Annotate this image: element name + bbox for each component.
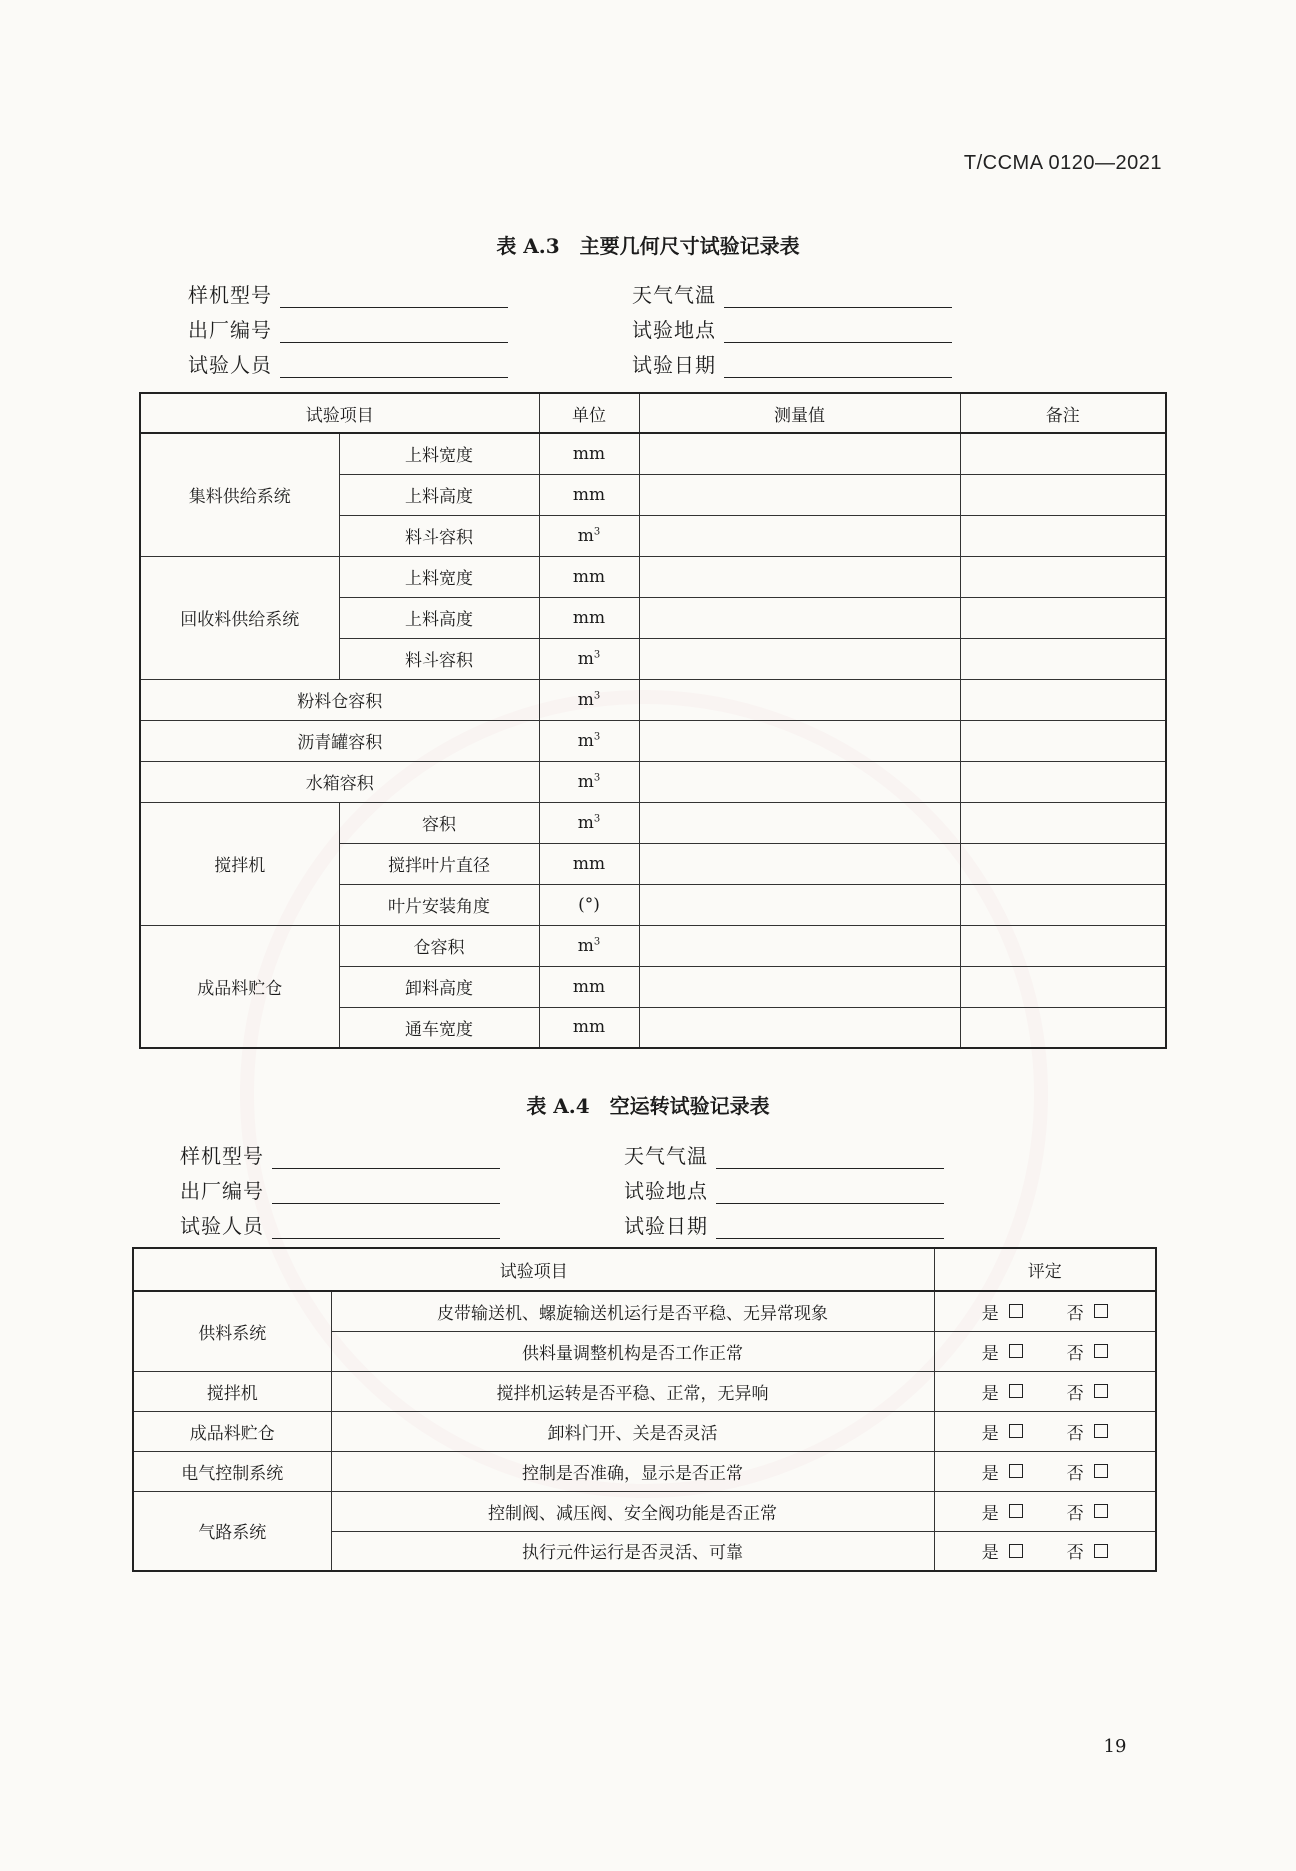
header-eval: 评定 [934, 1248, 1156, 1291]
remark-cell[interactable] [960, 679, 1166, 720]
yes-label: 是 [981, 1543, 999, 1564]
date-field[interactable] [724, 355, 952, 378]
value-cell[interactable] [639, 679, 960, 720]
remark-cell[interactable] [960, 925, 1166, 966]
no-label: 否 [1066, 1423, 1084, 1444]
value-cell[interactable] [639, 1007, 960, 1048]
no-label: 否 [1066, 1543, 1084, 1564]
yes-label: 是 [981, 1423, 999, 1444]
item-name: 容积 [339, 802, 539, 843]
group-name: 供料系统 [133, 1291, 331, 1371]
no-checkbox[interactable] [1094, 1304, 1108, 1318]
header-unit: 单位 [539, 393, 639, 433]
unit-cell: mm [539, 1007, 639, 1048]
item-name: 叶片安装角度 [339, 884, 539, 925]
value-cell[interactable] [639, 556, 960, 597]
serial-label: 出厂编号 [180, 1179, 264, 1203]
remark-cell[interactable] [960, 966, 1166, 1007]
item-name: 搅拌叶片直径 [339, 843, 539, 884]
group-name: 成品料贮仓 [133, 1411, 331, 1451]
unit-cell: mm [539, 966, 639, 1007]
model-label: 样机型号 [180, 1144, 264, 1168]
no-label: 否 [1066, 1383, 1084, 1404]
header-item: 试验项目 [140, 393, 539, 433]
table-a4 [132, 1247, 1157, 1572]
remark-cell[interactable] [960, 761, 1166, 802]
table-a4-name: 空运转试验记录表 [609, 1094, 770, 1118]
group-name: 气路系统 [133, 1491, 331, 1571]
unit-cell [539, 925, 639, 966]
unit-base: m [577, 730, 594, 751]
page-number: 19 [1103, 1736, 1127, 1757]
eval-cell [934, 1331, 1156, 1371]
item-name: 上料高度 [339, 474, 539, 515]
model-field[interactable] [280, 285, 508, 308]
yes-label: 是 [981, 1343, 999, 1364]
unit-base: m [577, 771, 594, 792]
unit-base: m [577, 689, 594, 710]
item-name: 水箱容积 [140, 761, 539, 802]
remark-cell[interactable] [960, 433, 1166, 474]
value-cell[interactable] [639, 925, 960, 966]
table-a4-meta [180, 1137, 944, 1242]
location-field[interactable] [716, 1181, 944, 1204]
item-name: 控制阀、减压阀、安全阀功能是否正常 [331, 1491, 934, 1531]
remark-cell[interactable] [960, 884, 1166, 925]
date-field[interactable] [716, 1216, 944, 1239]
date-label: 试验日期 [632, 353, 716, 377]
unit-cell: mm [539, 556, 639, 597]
unit-sup: 3 [593, 525, 601, 537]
unit-base: m [577, 525, 594, 546]
value-cell[interactable] [639, 638, 960, 679]
item-name: 控制是否准确，显示是否正常 [331, 1451, 934, 1491]
remark-cell[interactable] [960, 474, 1166, 515]
remark-cell[interactable] [960, 556, 1166, 597]
value-cell[interactable] [639, 802, 960, 843]
item-name: 皮带输送机、螺旋输送机运行是否平稳、无异常现象 [331, 1291, 934, 1331]
table-row [133, 1411, 1156, 1451]
yes-label: 是 [981, 1383, 999, 1404]
eval-cell [934, 1371, 1156, 1411]
table-a4-number: 表 A.4 [526, 1094, 590, 1118]
value-cell[interactable] [639, 597, 960, 638]
no-checkbox[interactable] [1094, 1344, 1108, 1358]
no-label: 否 [1066, 1343, 1084, 1364]
unit-cell [539, 679, 639, 720]
header-item: 试验项目 [133, 1248, 934, 1291]
table-row [140, 556, 1166, 597]
yes-label: 是 [981, 1463, 999, 1484]
value-cell[interactable] [639, 843, 960, 884]
remark-cell[interactable] [960, 638, 1166, 679]
table-row [140, 925, 1166, 966]
table-row [140, 679, 1166, 720]
serial-label: 出厂编号 [188, 318, 272, 342]
unit-cell: (°) [539, 884, 639, 925]
remark-cell[interactable] [960, 843, 1166, 884]
unit-base: m [577, 812, 594, 833]
value-cell[interactable] [639, 433, 960, 474]
yes-checkbox[interactable] [1009, 1424, 1023, 1438]
item-name: 上料宽度 [339, 433, 539, 474]
weather-field[interactable] [724, 285, 952, 308]
no-checkbox[interactable] [1094, 1544, 1108, 1558]
item-name: 上料宽度 [339, 556, 539, 597]
eval-cell [934, 1531, 1156, 1571]
item-name: 粉料仓容积 [140, 679, 539, 720]
value-cell[interactable] [639, 515, 960, 556]
value-cell[interactable] [639, 720, 960, 761]
unit-sup: 3 [593, 689, 601, 701]
group-name: 回收料供给系统 [140, 556, 339, 679]
header-value: 测量值 [639, 393, 960, 433]
eval-cell [934, 1491, 1156, 1531]
no-label: 否 [1066, 1463, 1084, 1484]
table-a4-title [0, 1090, 1296, 1119]
item-name: 沥青罐容积 [140, 720, 539, 761]
group-name: 集料供给系统 [140, 433, 339, 556]
location-label: 试验地点 [624, 1179, 708, 1203]
item-name: 卸料门开、关是否灵活 [331, 1411, 934, 1451]
value-cell[interactable] [639, 474, 960, 515]
unit-sup: 3 [593, 730, 601, 742]
no-checkbox[interactable] [1094, 1384, 1108, 1398]
table-a3-title [0, 230, 1296, 259]
item-name: 供料量调整机构是否工作正常 [331, 1331, 934, 1371]
unit-cell: mm [539, 433, 639, 474]
tester-label: 试验人员 [180, 1214, 264, 1238]
table-row [140, 761, 1166, 802]
unit-sup: 3 [593, 935, 601, 947]
weather-label: 天气气温 [632, 283, 716, 307]
group-name: 搅拌机 [133, 1371, 331, 1411]
item-name: 仓容积 [339, 925, 539, 966]
eval-cell [934, 1411, 1156, 1451]
item-name: 料斗容积 [339, 638, 539, 679]
unit-cell [539, 515, 639, 556]
yes-checkbox[interactable] [1009, 1344, 1023, 1358]
serial-field[interactable] [272, 1181, 500, 1204]
location-label: 试验地点 [632, 318, 716, 342]
table-a3-name: 主要几何尺寸试验记录表 [579, 234, 800, 258]
unit-base: m [577, 935, 594, 956]
group-name: 搅拌机 [140, 802, 339, 925]
date-label: 试验日期 [624, 1214, 708, 1238]
table-row [133, 1491, 1156, 1531]
remark-cell[interactable] [960, 1007, 1166, 1048]
remark-cell[interactable] [960, 802, 1166, 843]
table-a3-meta [188, 276, 952, 381]
remark-cell[interactable] [960, 515, 1166, 556]
unit-cell: mm [539, 474, 639, 515]
unit-sup: 3 [593, 648, 601, 660]
item-name: 搅拌机运转是否平稳、正常，无异响 [331, 1371, 934, 1411]
no-checkbox[interactable] [1094, 1504, 1108, 1518]
group-name: 成品料贮仓 [140, 925, 339, 1048]
no-label: 否 [1066, 1303, 1084, 1324]
location-field[interactable] [724, 320, 952, 343]
no-checkbox[interactable] [1094, 1464, 1108, 1478]
table-row [133, 1291, 1156, 1331]
remark-cell[interactable] [960, 720, 1166, 761]
weather-label: 天气气温 [624, 1144, 708, 1168]
value-cell[interactable] [639, 966, 960, 1007]
table-row [133, 1451, 1156, 1491]
table-a3-number: 表 A.3 [496, 234, 560, 258]
standard-code: T/CCMA 0120—2021 [963, 152, 1162, 174]
eval-cell [934, 1291, 1156, 1331]
table-row [133, 1371, 1156, 1411]
yes-checkbox[interactable] [1009, 1464, 1023, 1478]
no-label: 否 [1066, 1503, 1084, 1524]
tester-field[interactable] [280, 355, 508, 378]
item-name: 料斗容积 [339, 515, 539, 556]
tester-field[interactable] [272, 1216, 500, 1239]
unit-sup: 3 [593, 771, 601, 783]
yes-checkbox[interactable] [1009, 1384, 1023, 1398]
table-row [140, 720, 1166, 761]
table-row [140, 433, 1166, 474]
model-label: 样机型号 [188, 283, 272, 307]
unit-cell [539, 761, 639, 802]
value-cell[interactable] [639, 884, 960, 925]
unit-base: m [577, 648, 594, 669]
unit-cell [539, 638, 639, 679]
weather-field[interactable] [716, 1146, 944, 1169]
item-name: 卸料高度 [339, 966, 539, 1007]
yes-label: 是 [981, 1503, 999, 1524]
serial-field[interactable] [280, 320, 508, 343]
item-name: 上料高度 [339, 597, 539, 638]
yes-checkbox[interactable] [1009, 1504, 1023, 1518]
no-checkbox[interactable] [1094, 1424, 1108, 1438]
table-row [140, 802, 1166, 843]
header-remark: 备注 [960, 393, 1166, 433]
model-field[interactable] [272, 1146, 500, 1169]
unit-cell: mm [539, 843, 639, 884]
remark-cell[interactable] [960, 597, 1166, 638]
unit-cell [539, 720, 639, 761]
item-name: 通车宽度 [339, 1007, 539, 1048]
unit-cell [539, 802, 639, 843]
yes-label: 是 [981, 1303, 999, 1324]
unit-cell: mm [539, 597, 639, 638]
value-cell[interactable] [639, 761, 960, 802]
eval-cell [934, 1451, 1156, 1491]
unit-sup: 3 [593, 812, 601, 824]
yes-checkbox[interactable] [1009, 1304, 1023, 1318]
table-a3 [139, 392, 1167, 1049]
group-name: 电气控制系统 [133, 1451, 331, 1491]
tester-label: 试验人员 [188, 353, 272, 377]
item-name: 执行元件运行是否灵活、可靠 [331, 1531, 934, 1571]
yes-checkbox[interactable] [1009, 1544, 1023, 1558]
